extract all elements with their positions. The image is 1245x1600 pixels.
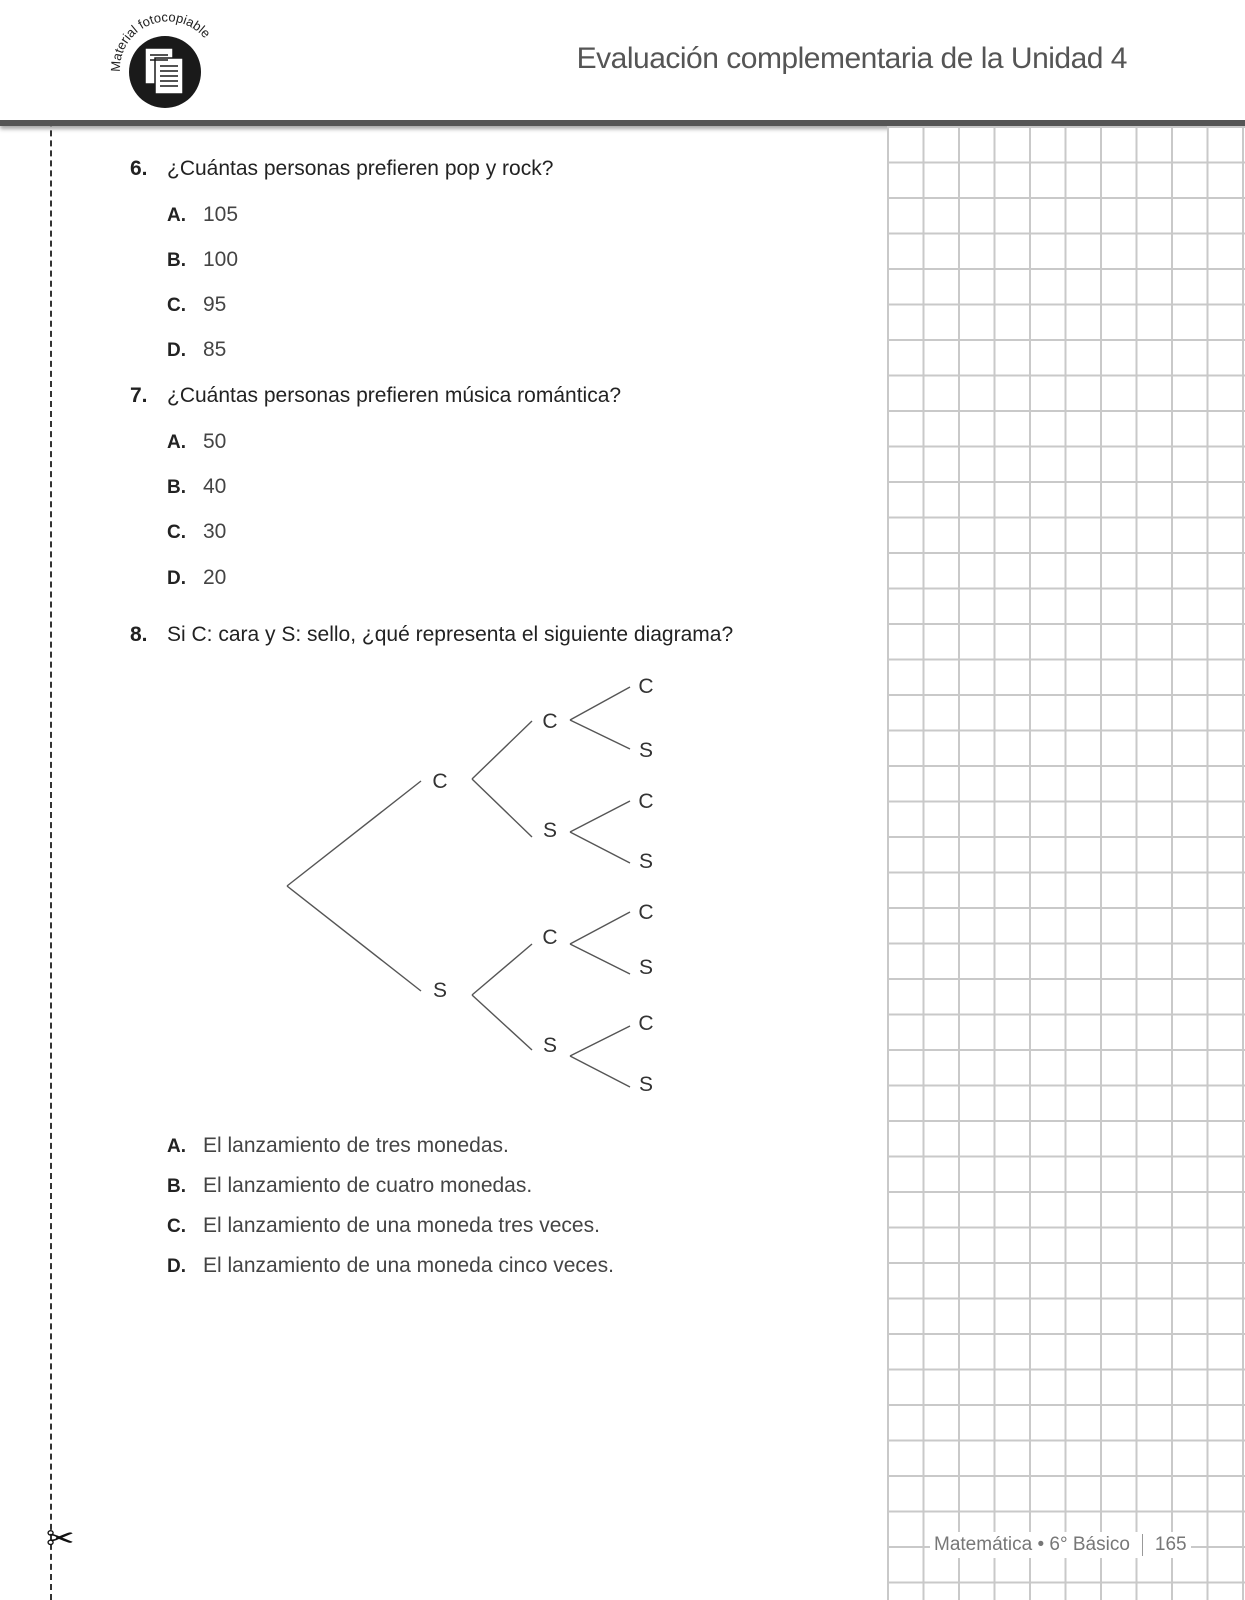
question-8 (130, 623, 733, 647)
probability-tree-diagram (270, 660, 690, 1110)
option-text: El lanzamiento de una moneda cinco veces. (203, 1254, 614, 1277)
badge-text: Material fotocopiable (107, 10, 214, 73)
option-8d (167, 1254, 614, 1278)
option-text: 50 (203, 430, 227, 453)
page-title: Evaluación complementaria de la Unidad 4 (576, 42, 1127, 75)
option-7c (167, 520, 226, 544)
footer-divider (1142, 1534, 1143, 1556)
tree-node-l2: C (542, 710, 558, 733)
tree-node-l3: C (638, 790, 654, 813)
option-letter: D. (167, 340, 186, 361)
grid-notes-panel (887, 126, 1245, 1600)
option-8a (167, 1134, 509, 1158)
option-letter: B. (167, 477, 186, 498)
option-text: 95 (203, 293, 227, 316)
question-text: ¿Cuántas personas prefieren pop y rock? (167, 157, 554, 180)
option-text: 40 (203, 475, 227, 498)
option-7b (167, 475, 226, 499)
photocopy-badge (105, 10, 230, 110)
tree-node-l3: C (638, 675, 654, 698)
cut-line (50, 0, 52, 1600)
option-letter: C. (167, 522, 186, 543)
question-number: 7. (130, 384, 148, 407)
question-7 (130, 384, 621, 408)
option-8b (167, 1174, 532, 1198)
footer-subject: Matemática • 6° Básico (934, 1534, 1130, 1556)
tree-node-l3: C (638, 901, 654, 924)
page-number: 165 (1154, 1534, 1187, 1556)
option-letter: B. (167, 250, 186, 271)
tree-node-l3: S (638, 850, 654, 873)
question-6 (130, 157, 553, 181)
option-8c (167, 1214, 600, 1238)
option-letter: D. (167, 1256, 186, 1277)
option-6d (167, 338, 226, 362)
tree-node-l1: S (432, 979, 448, 1002)
option-text: 85 (203, 338, 227, 361)
option-7d (167, 566, 226, 590)
tree-node-l2: S (542, 1034, 558, 1057)
option-6c (167, 293, 226, 317)
option-letter: C. (167, 1216, 186, 1237)
option-letter: C. (167, 295, 186, 316)
option-letter: B. (167, 1176, 186, 1197)
question-number: 6. (130, 157, 148, 180)
tree-node-l3: S (638, 739, 654, 762)
option-text: 100 (203, 248, 239, 271)
option-letter: A. (167, 1136, 186, 1157)
question-text: ¿Cuántas personas prefieren música romántica? (167, 384, 622, 407)
tree-node-l3: S (638, 1073, 654, 1096)
option-7a (167, 430, 226, 454)
option-text: 105 (203, 203, 239, 226)
option-letter: A. (167, 205, 186, 226)
question-number: 8. (130, 623, 148, 646)
tree-node-l2: C (542, 926, 558, 949)
page-header (0, 0, 1245, 126)
page-footer (930, 1532, 1191, 1558)
scissors-icon: ✂ (46, 1520, 75, 1558)
option-text: 20 (203, 566, 227, 589)
option-6b (167, 248, 238, 272)
option-text: El lanzamiento de cuatro monedas. (203, 1174, 533, 1197)
option-text: El lanzamiento de una moneda tres veces. (203, 1214, 600, 1237)
option-letter: D. (167, 568, 186, 589)
tree-node-l2: S (542, 819, 558, 842)
tree-node-l3: C (638, 1012, 654, 1035)
tree-node-l3: S (638, 956, 654, 979)
option-text: El lanzamiento de tres monedas. (203, 1134, 509, 1157)
option-6a (167, 203, 238, 227)
tree-node-l1: C (432, 770, 448, 793)
option-text: 30 (203, 520, 227, 543)
option-letter: A. (167, 432, 186, 453)
question-text: Si C: cara y S: sello, ¿qué representa el siguiente diagrama? (167, 623, 734, 646)
